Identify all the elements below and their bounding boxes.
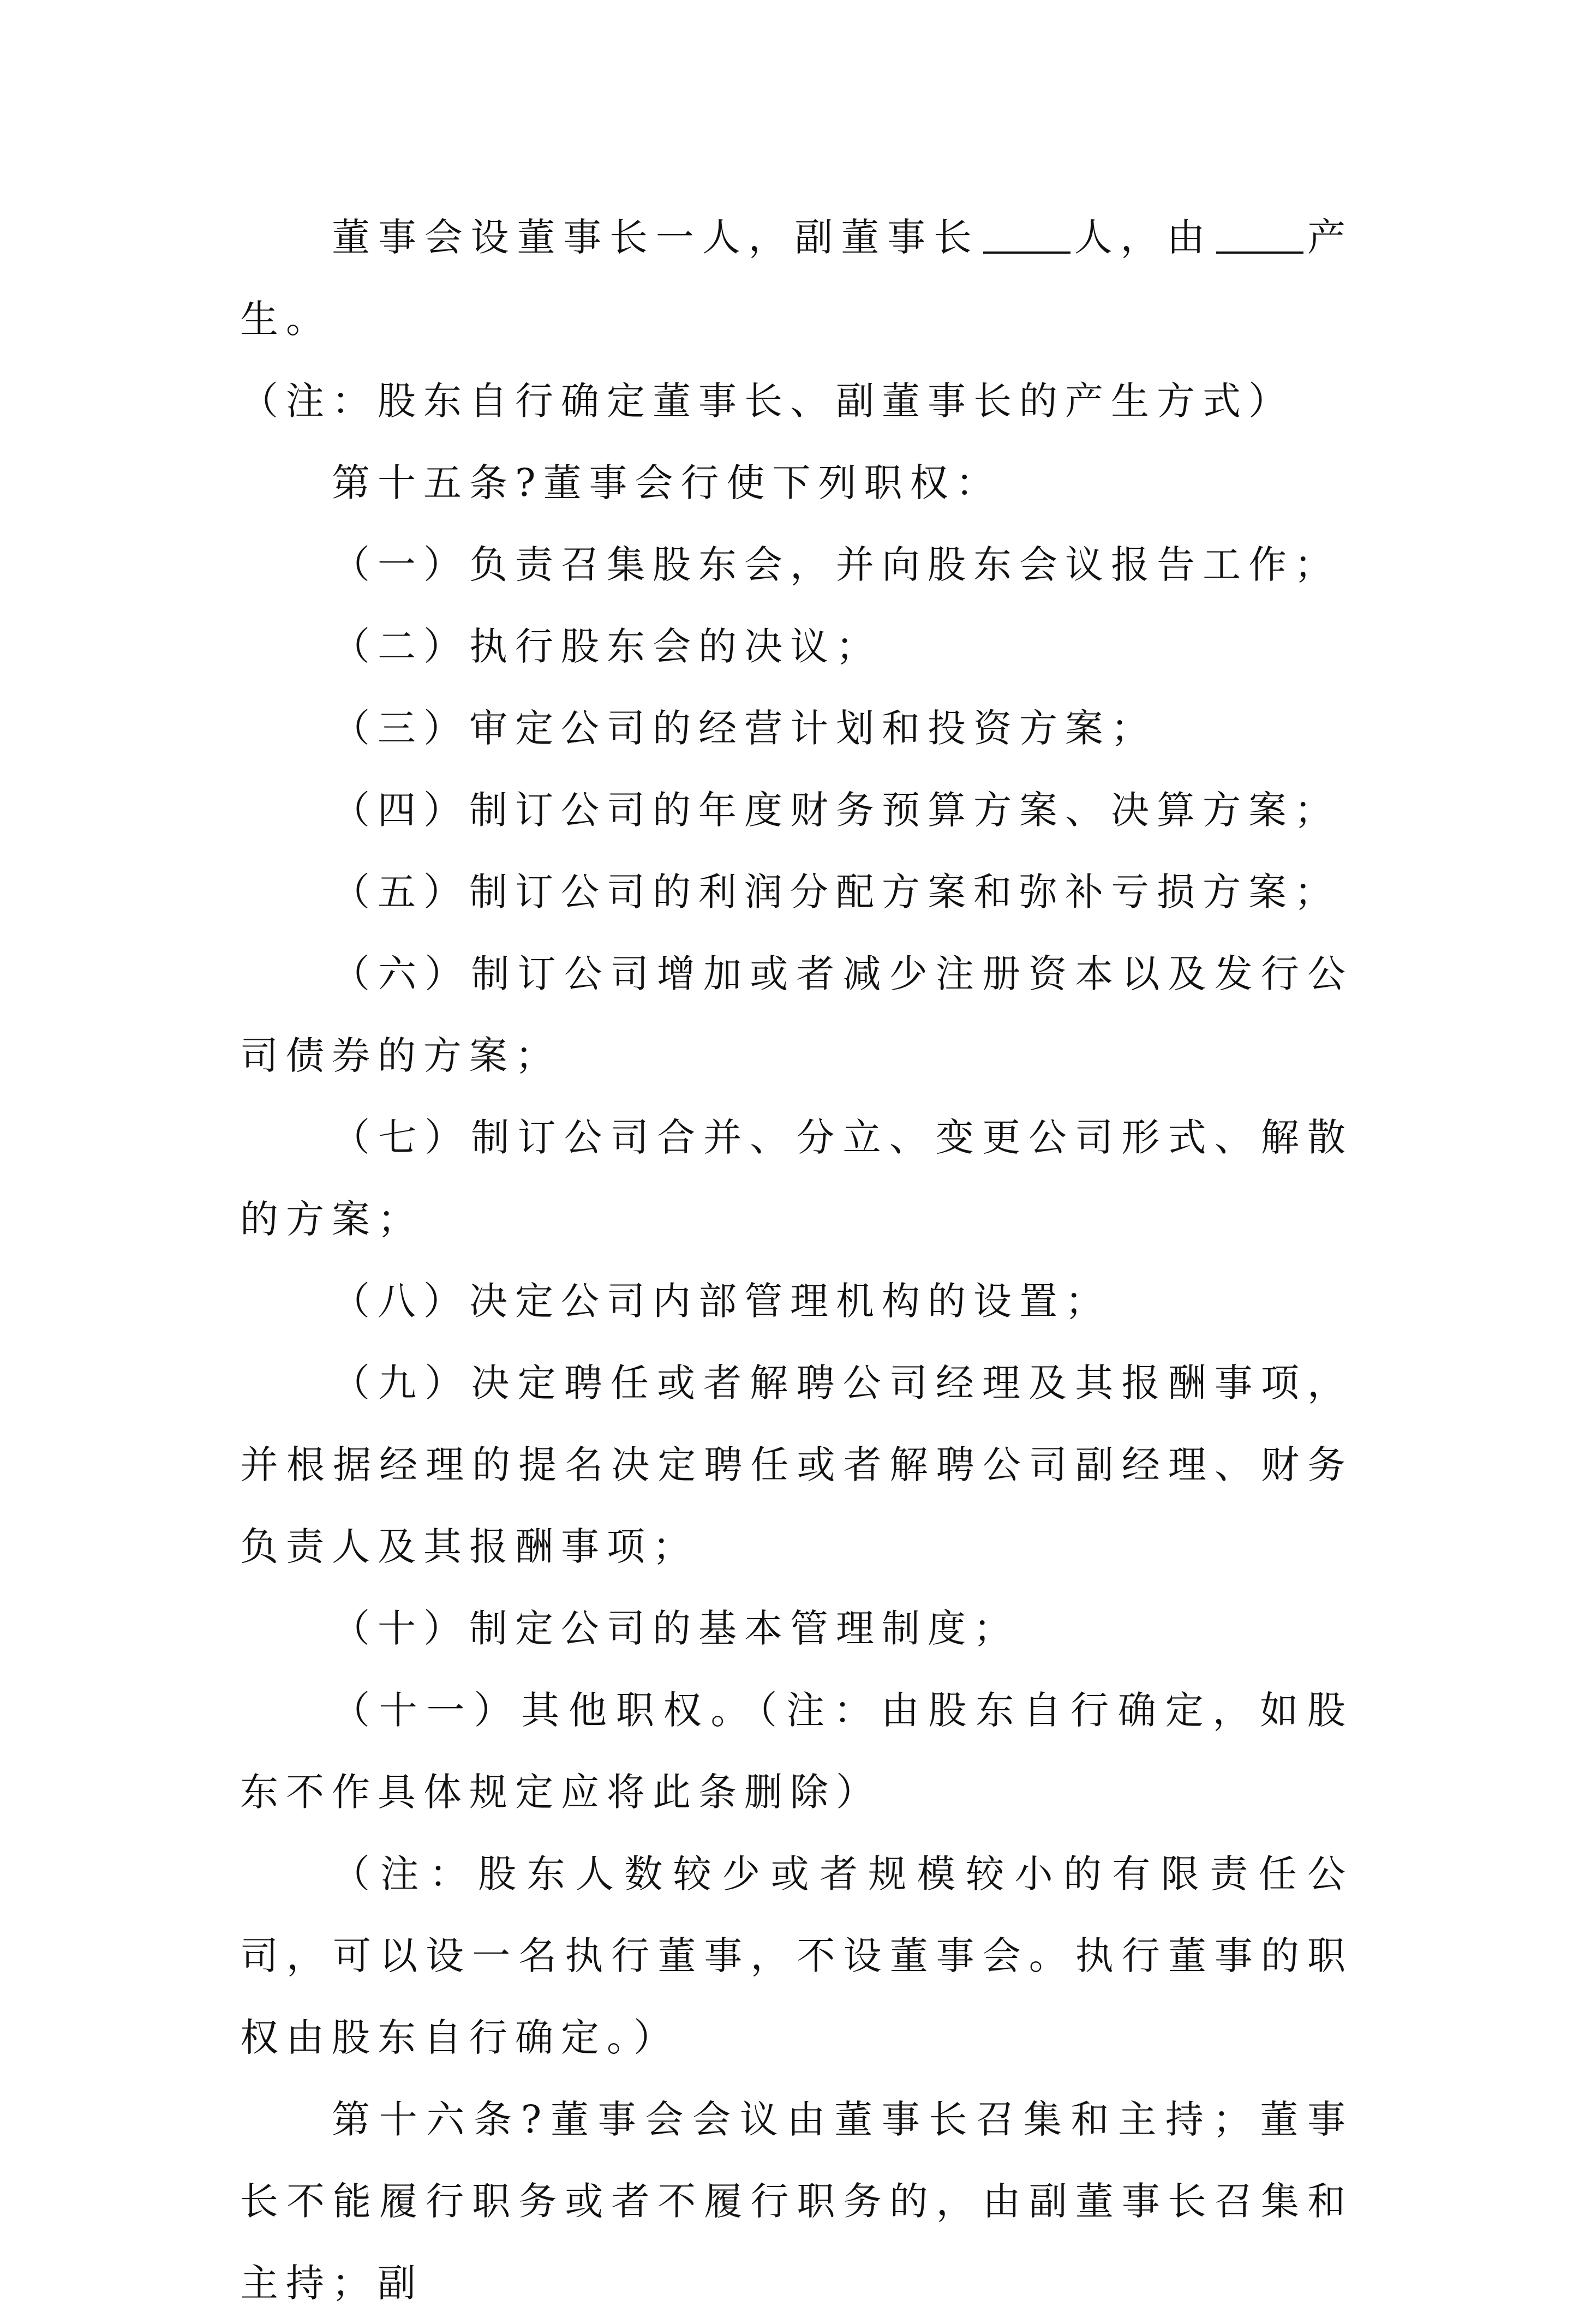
- power-item-6: （六）制订公司增加或者减少注册资本以及发行公司债券的方案；: [240, 951, 1353, 1078]
- power-item-8: （八）决定公司内部管理机构的设置；: [332, 1279, 1111, 1323]
- power-item-7: （七）制订公司合并、分立、变更公司形式、解散的方案；: [240, 1115, 1353, 1242]
- power-item-9: （九）决定聘任或者解聘公司经理及其报酬事项，并根据经理的提名决定聘任或者解聘公司副经理、财务负责人及其报酬事项；: [240, 1361, 1353, 1569]
- power-item-4: （四）制订公司的年度财务预算方案、决算方案；: [332, 788, 1340, 832]
- power-item-3: （三）审定公司的经营计划和投资方案；: [332, 706, 1157, 751]
- power-item-10: （十）制定公司的基本管理制度；: [332, 1606, 1019, 1651]
- vice-chairman-count-blank: [983, 213, 1070, 254]
- chairman-note: （注：股东自行确定董事长、副董事长的产生方式）: [240, 379, 1294, 423]
- executive-director-note: （注：股东人数较少或者规模较小的有限责任公司，可以设一名执行董事，不设董事会。执行董事的职权由股东自行确定。）: [240, 1852, 1353, 2060]
- chairman-text-a: 董事会设董事长一人，副董事长: [332, 215, 980, 260]
- power-item-11: （十一）其他职权。（注：由股东自行确定，如股东不作具体规定应将此条删除）: [240, 1688, 1353, 1814]
- power-item-1: （一）负责召集股东会，并向股东会议报告工作；: [332, 542, 1340, 587]
- article-16-paragraph: 第十六条?董事会会议由董事长召集和主持；董事长不能履行职务或者不履行职务的，由副董事长召集和主持；副: [240, 2097, 1353, 2305]
- chairman-paragraph: [240, 196, 1353, 360]
- power-item-2: （二）执行股东会的决议；: [332, 624, 882, 669]
- election-method-blank: [1216, 213, 1303, 254]
- power-item-5: （五）制订公司的利润分配方案和弥补亏损方案；: [332, 870, 1340, 914]
- article-15-heading: 第十五条?董事会行使下列职权：: [332, 460, 1002, 505]
- document-body: [240, 196, 1353, 2324]
- chairman-text-b: 人，由: [1073, 215, 1213, 260]
- chairman-text-c: 产生。: [240, 215, 1354, 342]
